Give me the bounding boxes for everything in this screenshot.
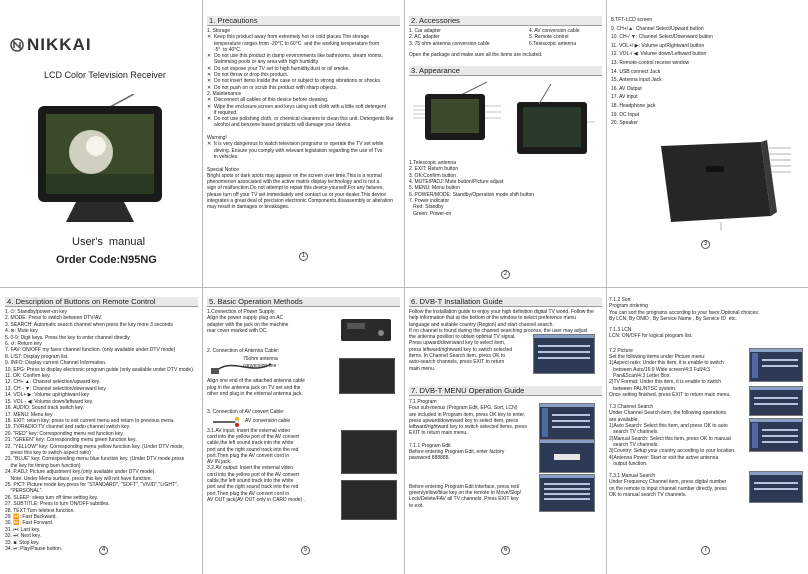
brand-icon [10,38,24,52]
text-line: 18. EXIT: return key; press to exit current menu and return to previous menu. [5,417,175,424]
text-line: language and suitable country (Region) and start channel search. [409,321,554,328]
text-line: if required. [207,109,238,116]
text-line: 3. 75 ohm antenna conversion cable [409,40,490,47]
text-line: Pan&Scan/4:3 Letter Box. [609,372,671,379]
text-line: 8. LIST: Display program list. [5,353,69,360]
text-line: Under Frequency Channel item, press digital number [609,479,727,486]
brand-name: NIKKAI [27,34,92,54]
tv-illustration [36,94,164,226]
program-edit-keys-text [409,484,539,509]
page-number-3: 3 [701,240,710,249]
text-line: 1. Storage [207,28,231,34]
text-line: ✕ Do not expose your TV set to high humidity,dust or oil smoke. [207,65,350,72]
remote-button-list [5,309,198,552]
page-number-4: 4 [99,546,108,555]
text-line: By LCN, By ONID , By Service Name , By Service ID etc. [609,315,737,322]
text-line: plug in the antenna jack on TV set and the [207,384,301,391]
channel-search-text [609,404,749,467]
text-line: 30. ⏩: Fast Forward. [5,520,54,527]
text-line: port.Then plug the AV convert cord in [207,490,290,497]
text-line: ✕ Keep this product away from extremely hot or cold places.The storage [207,34,370,41]
text-line: Under Channel Search item, the following operations [609,410,727,417]
text-line: 6.Telescopic antenna [529,40,576,47]
page-number-6: 6 [501,546,510,555]
basic-operation-heading: 5. Basic Operation Methods [207,297,400,307]
text-line: Align the power supply plug on AC [207,315,284,322]
manual-search-screenshot [749,471,803,503]
text-line: 12. VOL-/ ◀: Volume down/Leftward button [611,51,707,58]
program-menu-screenshot [539,403,595,441]
text-line: 11. OK: Confirm key. [5,373,51,380]
text-line: 17. MENU: Menu key [5,411,53,418]
text-line: 4. ⊛: Mute key [5,328,38,335]
sort-text [609,297,805,322]
device-rear-diagram [651,136,801,238]
av-photo-2 [341,480,397,520]
text-line: 15. Antenna input Jack [611,77,662,84]
text-line: 10. EPG: Press to display electronic program guide (only available under DTV mode). [5,366,195,373]
text-line: items. In Channel Search item, press OK to [409,353,506,360]
text-line: help information that at the bottom of the window to select preference menu [409,315,577,322]
order-code: Order Code:N95NG [56,254,157,266]
program-menu-text [409,399,539,437]
dvbt-menu-heading: 7. DVB-T MENU Operation Guide [409,386,602,396]
text-line: 5. 0-9: Digit keys. Press the key to enter channel directly [5,334,130,341]
page-number-1: 1 [299,252,308,261]
text-line: port.Then plug the AV convert cord in [207,452,290,459]
text-line: 14. VOL+ ▶: Volume up/rightward key [5,392,90,399]
text-line: 29. ⏪: Fast Backward. [5,514,57,520]
cover-subtitle: LCD Color Television Receiver [44,70,166,80]
text-line: Before entering Program Edit interface, press red/ [409,483,520,490]
text-line: 7.1 Program [409,398,437,405]
text-line: ✕ Disconnect all cables of this device before cleaning. [207,97,329,104]
text-line: 22. "YELLOW" key: Corresponding menu yellow function key. (Under DTV mode, [5,443,185,450]
text-line: Red: Standby [409,204,444,211]
av-cable-heading: 3. Connection of AV convert Cable: [207,409,285,416]
text-line: ✕ Do not insert items inside the case or subject to strong vibrations or shocks. [207,78,382,85]
text-line: 2. MODE: Press to switch between DTV/AV. [5,315,103,322]
text-line: cord into the yellow port of the AV convert [207,433,299,440]
page-6-dvbt-guide [409,297,602,571]
antenna-cable-heading: 2. Connection of Antenna Cable: [207,348,279,355]
text-line: 7.1.3 LCN [609,327,632,334]
text-line: press upward/downward key to select item, press [409,417,519,424]
text-line: between Auto/16:9 Wide screen/4:3 Full/4:3 [609,366,710,373]
text-line: password 888888. [409,455,450,462]
text-line: -5° to 40°C. [207,46,242,53]
av-photo-1 [341,430,397,474]
text-line: 3)Country: Setup your country according to your location. [609,448,736,455]
text-line: You can sort the programs according to your favor.Optional choices: [609,309,760,316]
power-supply-text [207,309,325,334]
text-line: Follow the installation guide to enjoy your high definition digital TV world. Follow the [409,309,594,315]
text-line: AV IN jack. [207,459,232,466]
text-line: OK to manual search TV channels. [609,492,687,499]
text-line: press this key to switch aspect ratio) [5,449,91,456]
accessories-list-left [409,28,529,47]
text-line: 25. PICT: Picture mode key.press for "STANDARD", "SOFT", "VIVID","LIGHT", [5,481,179,488]
text-line: 14. USB connect Jack [611,68,661,75]
text-line: alcohol and benzene based products will damage your device. [207,122,352,129]
text-line: 4)Antenna Power: Start or exit the active antenna [609,454,719,461]
text-line: phenomenon associated with the active matrix display technology and is not a [207,179,380,186]
text-line: Once setting finished, press EXIT to return main menu. [609,391,731,398]
text-line: 21. "GREEN" key: Corresponding menu green function key. [5,437,137,444]
accessories-note: Open the package and make sure all the items are included. [409,51,543,58]
page-number-5: 5 [301,546,310,555]
brand-logo [10,34,92,54]
text-line: 2. Maintenance [207,90,242,97]
text-line: are available: [609,416,639,423]
text-line: 11. VOL+/ ▶: Volume up/Rightward button [611,42,705,49]
text-line: the key for timing burn function) [5,462,81,469]
antenna-cable-label [243,356,278,369]
text-line: press leftward/rightward key to switch selected [409,346,513,353]
text-line: 16. AUDIO: Sound track switch key. [5,405,84,412]
text-line: Before entering Program Edit, enter factory [409,449,505,456]
text-line: port and the right sound track into the red [207,446,299,453]
text-line: 5. Remote control [529,34,569,41]
cover-panel [0,0,202,287]
page-7-menu-settings [609,297,805,571]
text-line: 2)TV Format: Under this item, it is enable to switch [609,379,721,386]
antenna-label-line-1: 75ohm antenna [243,356,278,363]
text-line: 33. ■: Stop key. [5,539,40,546]
page-4-remote-buttons [5,297,198,571]
text-line: 9. INFO: Display current Channel Information. [5,360,107,367]
text-line: 7.1.2 Sort [609,297,631,303]
text-line: 15. VOL - ◀: Volume down/leftward key. [5,398,94,405]
text-line: 2. EXIT: Return button [409,166,459,173]
text-line: Four sub-menus (Program Edit, EPG, Sort, LCN) [409,405,518,412]
text-line: cable,the left sound track into the white [207,440,294,447]
text-line: 1)Aspect ratio: Under this item, it is enable to switch [609,360,724,367]
text-line: 8.TFT-LCD screen [611,17,653,23]
text-line: are included in Program item, press OK key to enter, [409,411,526,418]
text-line: 1. Car adapter [409,28,441,34]
text-line: the antenna position to obtain optimal TV signal. [409,334,516,341]
text-line: Green: Power-on [409,210,452,217]
text-line: Press upward/downward key to select item, [409,340,506,347]
text-line: 7. FAV: ON/OFF my favor channel function. (only available under DTV mode) [5,347,176,354]
antenna-label-line-2: conversion line [243,362,277,369]
text-line: 5. MENU: Menu button [409,185,460,192]
text-line: 4. AV conversion cable [529,28,580,34]
page-1-precautions [207,16,400,284]
text-line: driving. Ensure you comply with relevant legislation regarding the use of Tvs [207,147,383,154]
text-line: green/yellow/blue key on the remote to Move/Skip/ [409,489,522,496]
text-line: may result in damages or breakages. [207,204,290,211]
text-line: 7. Power indicator [409,197,450,204]
users-manual-title: User's manual [72,236,146,248]
text-line: 24. P.ADJ: Picture adjustment key.(only available under DTV mode). [5,469,156,476]
text-line: main menu. [409,365,436,372]
text-line: 12. CH+ ▲: Channel selection/upward key. [5,379,101,386]
antenna-cable-text [207,378,335,397]
appearance-heading: 3. Appearance [409,66,602,76]
dvbt-install-heading: 6. DVB-T Installation Guide [409,297,602,307]
program-edit-screenshot [539,474,595,512]
text-line: 18. Headphone jack [611,102,656,109]
text-line: 27. SUBTITLE: Press to turn ON/OFF subtitles. [5,501,110,508]
text-line: Swimming pools or any area with high humidity. [207,59,320,66]
text-line: auto-search channels, press EXIT to return [409,359,505,366]
page-3-appearance-list [611,16,804,284]
text-line: between PAL/NTSC system. [609,385,677,392]
text-line: Set the following items under Picture menu: [609,354,706,361]
text-line: sign of malfunction.Do not attempt to repair this device yourself.For any failures, [207,185,384,192]
text-line: 6. POWER/MODE: Standby/Operation mode shift button [409,191,535,198]
text-line: Program ordering [609,303,648,310]
manual-search-text [609,473,749,498]
page-5-basic-operation [207,297,400,571]
page-2-accessories [409,16,602,284]
page-number-2: 2 [501,270,510,279]
text-line: 1.Telescopic antenna [409,160,456,167]
text-line: If no channel is found during the channel searching process, the user may adjust [409,327,588,334]
text-line: 13. CH - ▼: Channel selection/downward key [5,385,106,392]
power-plug-diagram [337,311,399,347]
text-line: in vehicles. [207,153,239,160]
remote-heading: 4. Description of Buttons on Remote Control [5,297,198,307]
text-line: leftward/rightward key to switch selected items, press [409,424,527,431]
text-line: "PERSONAL". [5,488,43,495]
text-line: 19. TV/RADIO:TV channel and radio channel switch key. [5,424,131,431]
av-cable-icon [211,416,241,428]
av-cable-label: AV conversion cable [245,417,291,424]
text-line: 1)Auto Search: Select this item, and press OK to auto [609,423,728,430]
text-line: ✕ Do not throw or drop this product. [207,72,289,79]
text-line: LCN: ON/OFF for logical program list. [609,333,693,340]
text-line: 9. CH+/▲: Channel Select/Upward button [611,25,704,32]
text-line: 31. ⏮: Last key. [5,526,41,533]
text-line: Warning! [207,135,227,142]
text-line: to exit. [409,502,424,509]
text-line: ✕ Do not use polishing cloth, or chemical cleaners to clean this unit. Detergents like [207,116,394,123]
text-line: 16. AV Output [611,85,642,92]
text-line: 19. DC Input [611,111,640,118]
text-line: AV OUT jack(AV OUT only in CARD mode) . [207,496,305,503]
text-line: 32. ⏭: Next key. [5,533,42,540]
text-line: 34. ⏯: Play/Pause button. [5,546,63,553]
text-line: 3. OK:Confirm button [409,172,456,179]
appearance-list-cont [611,16,804,128]
text-line: port and the right sound track into the red [207,484,299,491]
accessories-list-right [529,28,580,47]
av-cable-text [207,428,339,504]
text-line: Bright spots or dark spots may appear on the screen over time.This is a normal [207,172,382,179]
text-line: 3. SEARCH: Automatic search channel when press the key more 3 seconds [5,321,173,328]
text-line: other end plug in the external antenna jack. [207,391,303,398]
accessories-heading: 2. Accessories [409,16,602,26]
text-line: on the remote to input channel number directly, press [609,485,727,492]
text-line: 4. MUTE/PADJ: Mute button/Picture adjust [409,179,504,186]
antenna-photo [339,358,395,394]
text-line: 3.1.AV input: Insert the external video [207,427,291,434]
text-line: ✕ Do not use this product in damp environments like bathrooms, steam rooms, [207,53,383,60]
text-line: 2)Manual Search: Select this item, press OK to manual [609,435,731,442]
text-line: integrates a great deal of precision electronic Components,disassembly or alteration [207,198,393,205]
text-line: ✕ Do not push on or scrub this product with sharp objects. [207,84,338,91]
text-line: temperature ranges from -20°C to 60°C and the working temperature from [207,40,380,47]
text-line: Special Notice [207,166,239,173]
text-line: 20. "RED" key: Corresponding menu red function key. [5,430,124,437]
password-screenshot [539,439,595,473]
install-menu-screenshot [533,334,595,374]
text-line: search TV channels. [609,441,659,448]
precautions-heading: 1. Precautions [207,16,400,26]
text-line: please turn off your TV set immediately and contact us or your dealer.This device [207,191,387,198]
lcn-text [609,327,805,340]
text-line: 13. Remote-control receive window [611,59,690,66]
page-number-7: 7 [701,546,710,555]
text-line: output function. [609,460,648,467]
text-line: 20. Speaker [611,120,638,127]
text-line: Lock/Delete/FAV all TV channels. Press EXIT key [409,496,519,503]
text-line: EXIT to return main menu. [409,430,468,437]
picture-menu-screenshot [749,348,803,382]
text-line: 10. CH-/ ▼: Channel Select/Downward button [611,34,713,41]
picture-text [609,348,747,398]
appearance-list [409,160,602,217]
text-line: search TV channels. [609,429,659,436]
text-line: rear cover marked with DC. [207,327,268,334]
text-line: cable,the left sound track into the white [207,478,294,485]
dvbt-install-steps [409,340,527,371]
precautions-text [207,28,400,211]
text-line: Align one end of the attached antenna cable [207,378,305,385]
text-line: ✕ It is very dangerous to watch television programs or operate the TV set while [207,141,384,148]
text-line: 3.2.AV output: Insert the external video [207,465,294,472]
text-line: 17. AV input [611,94,638,101]
program-edit-text [409,443,529,462]
text-line: cord into the yellow port of the AV convert [207,471,299,478]
text-line: 1. ⏻: Standby/power-on key [5,309,68,315]
text-line: ✕ Wipe the enclosure,screen and keys using soft cloth with a little soft detergent [207,103,387,110]
text-line: 7.3 Channel Search [609,404,654,411]
text-line: 6. ↺: Return key [5,341,42,348]
text-line: 7.2 Picture [609,347,633,354]
text-line: 2. AC adapter [409,34,440,41]
text-line: 7.3.1 Manual Search [609,473,656,480]
appearance-diagram [409,76,602,160]
text-line: 7.1.1 Program Edit [409,442,451,449]
text-line: adapter with the jack on the machine [207,321,289,328]
text-line: 1.Connection of Power Supply: [207,309,276,315]
search-menu-screenshot [749,418,803,452]
text-line: 28. TEXT:Turn teletext function. [5,507,75,514]
text-line: 23. "BLUE" key: Corresponding menu blue function key. (Under DTV mode,press [5,456,185,463]
text-line: 26. SLEEP: sleep turn off time setting key. [5,494,99,501]
text-line: Note: Under Menu surface, press this key will not have function. [5,475,152,482]
